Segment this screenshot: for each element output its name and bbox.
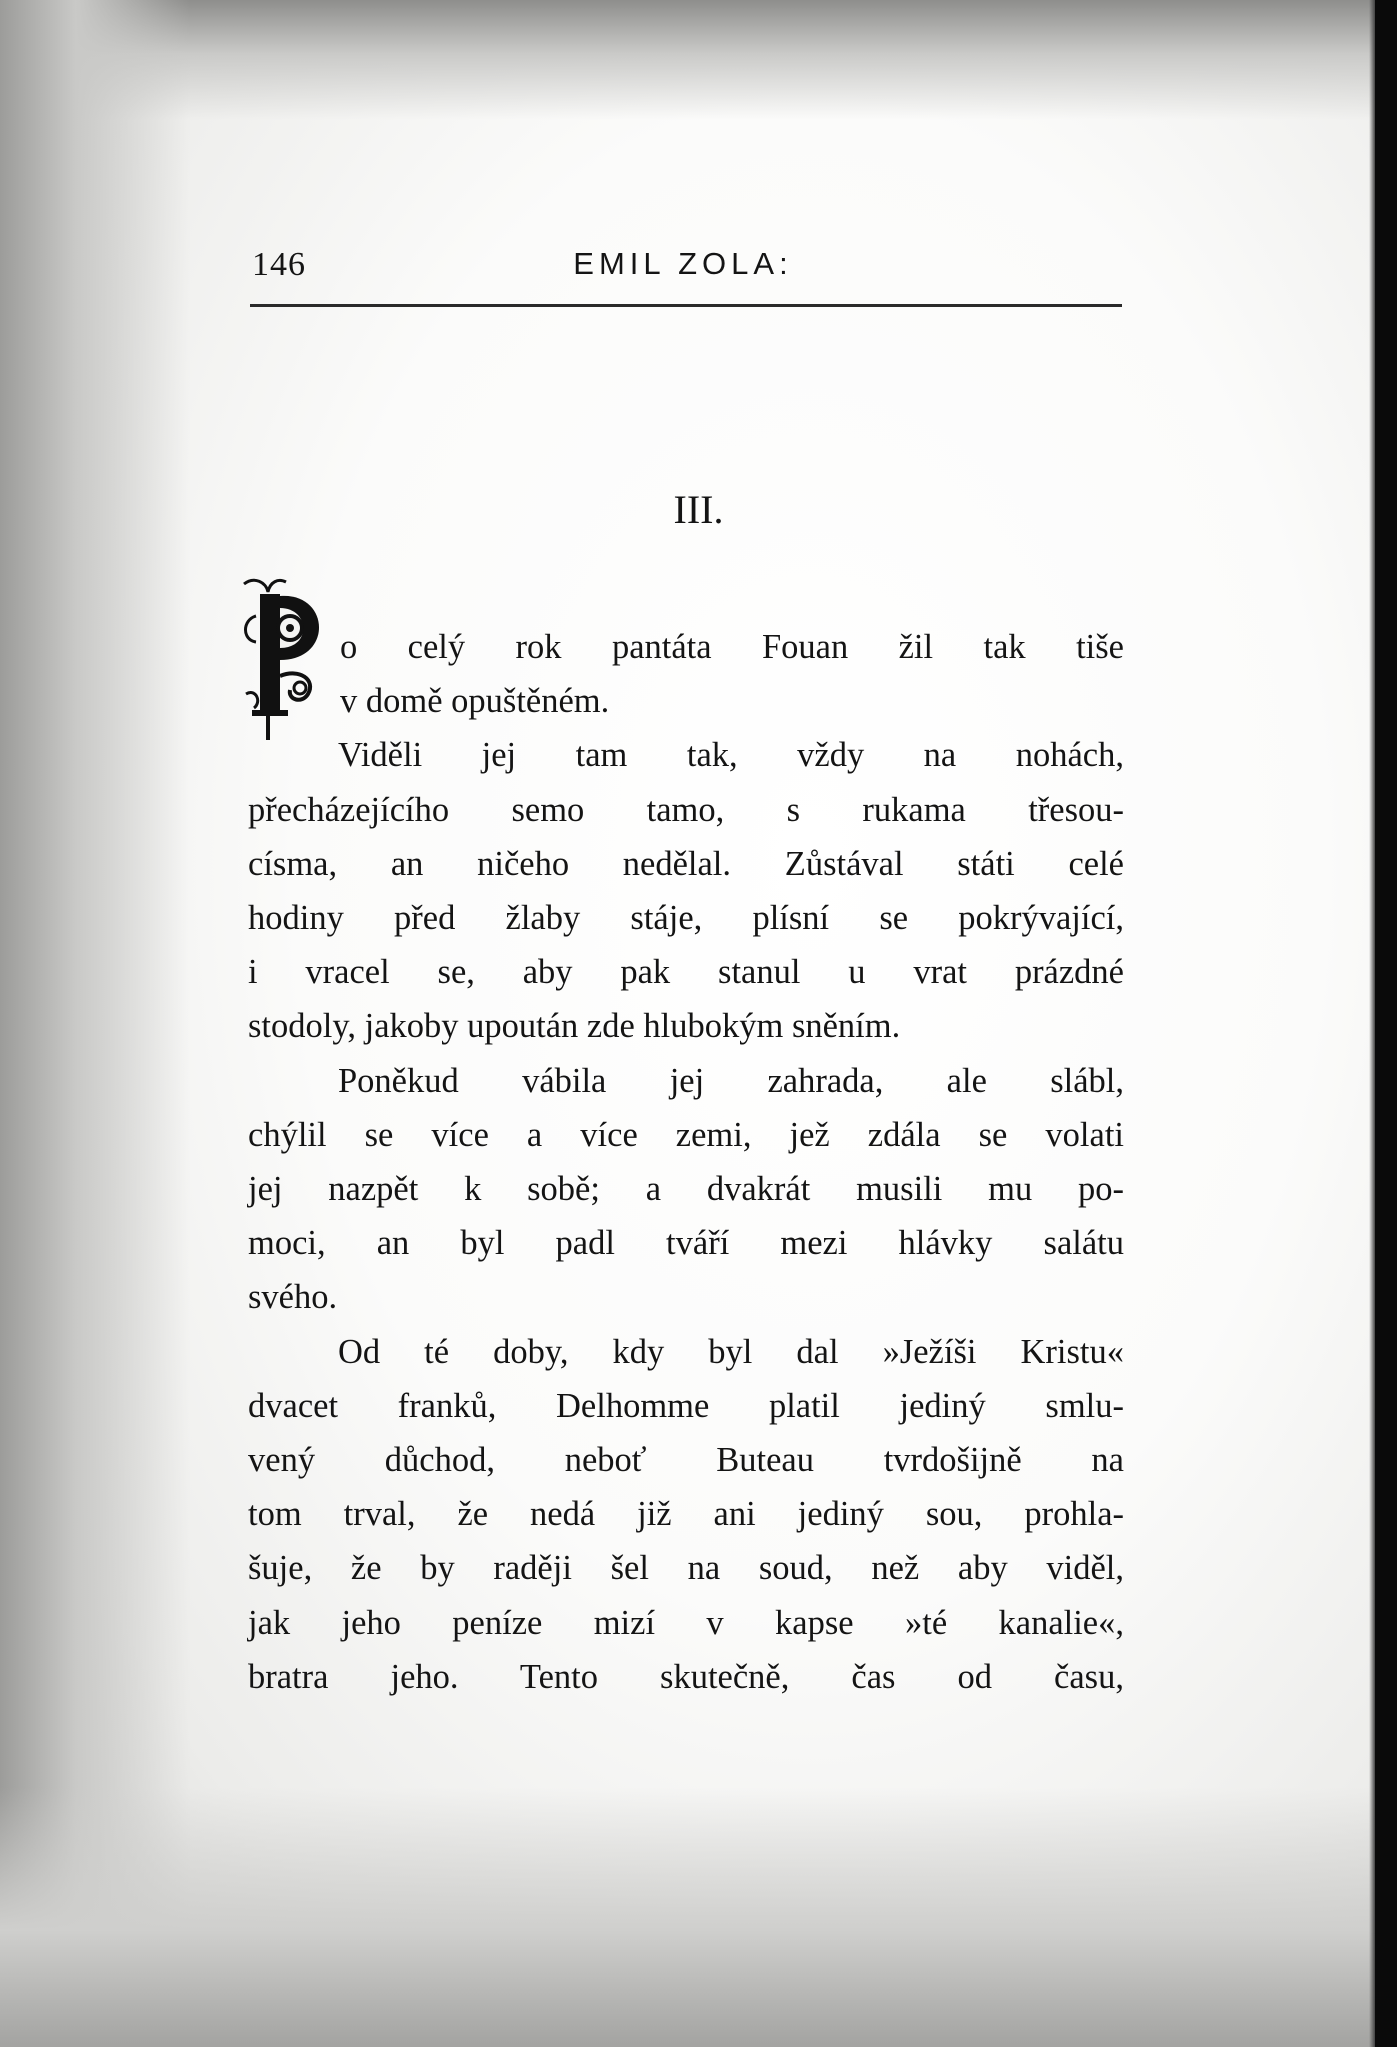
text-line: bratra jeho. Tento skutečně, čas od času,: [248, 1657, 1124, 1696]
text-line: chýlil se více a více zemi, jež zdála se volati: [248, 1115, 1124, 1154]
text-line: tom trval, že nedá již ani jediný sou, prohla-: [248, 1495, 1124, 1534]
scan-shadow-top: [0, 0, 1397, 120]
text-line: stodoly, jakoby upoután zde hlubokým sněním.: [248, 1007, 901, 1046]
paragraph-3: [248, 1054, 1124, 1325]
paragraph-1: [238, 576, 1124, 728]
scan-shadow-bottom: [0, 1787, 1397, 2047]
paragraph-2: [248, 728, 1124, 1053]
body-text: [238, 576, 1124, 1704]
text-line: svého.: [248, 1278, 338, 1317]
text-line: jej nazpět k sobě; a dvakrát musili mu po-: [248, 1170, 1124, 1209]
text-line: Viděli jej tam tak, vždy na nohách,: [338, 736, 1124, 775]
text-line: dvacet franků, Delhomme platil jediný smlu-: [248, 1386, 1124, 1425]
text-line: hodiny před žlaby stáje, plísní se pokrývající,: [248, 899, 1124, 938]
text-line: přecházejícího semo tamo, s rukama třesou-: [248, 790, 1124, 829]
text-line: moci, an byl padl tváří mezi hlávky salátu: [248, 1224, 1124, 1263]
text-line: vený důchod, neboť Buteau tvrdošijně na: [248, 1441, 1124, 1480]
header-rule: [250, 304, 1122, 307]
drop-cap-letter: P: [238, 576, 239, 577]
text-line: císma, an ničeho nedělal. Zůstával státi celé: [248, 844, 1124, 883]
text-line: jak jeho peníze mizí v kapse »té kanalie«,: [248, 1603, 1124, 1642]
text-line: šuje, že by raději šel na soud, než aby viděl,: [248, 1549, 1124, 1588]
paragraph-4: [248, 1325, 1124, 1704]
chapter-number: III.: [673, 487, 724, 532]
text-line: i vracel se, aby pak stanul u vrat prázdné: [248, 953, 1124, 992]
text-line: v domě opuštěném.: [340, 682, 610, 721]
running-head: EMIL ZOLA:: [573, 246, 793, 281]
text-line: Od té doby, kdy byl dal »Ježíši Kristu«: [338, 1332, 1124, 1371]
scan-shadow-left: [0, 0, 190, 2047]
page-edge-dark: [1375, 0, 1397, 2047]
page-header: [244, 242, 1122, 290]
ornamental-drop-cap-icon: [238, 576, 336, 746]
page-number: 146: [252, 246, 306, 283]
text-line: Poněkud vábila jej zahrada, ale slábl,: [338, 1061, 1124, 1100]
text-line: o celý rok pantáta Fouan žil tak tiše: [340, 628, 1124, 666]
